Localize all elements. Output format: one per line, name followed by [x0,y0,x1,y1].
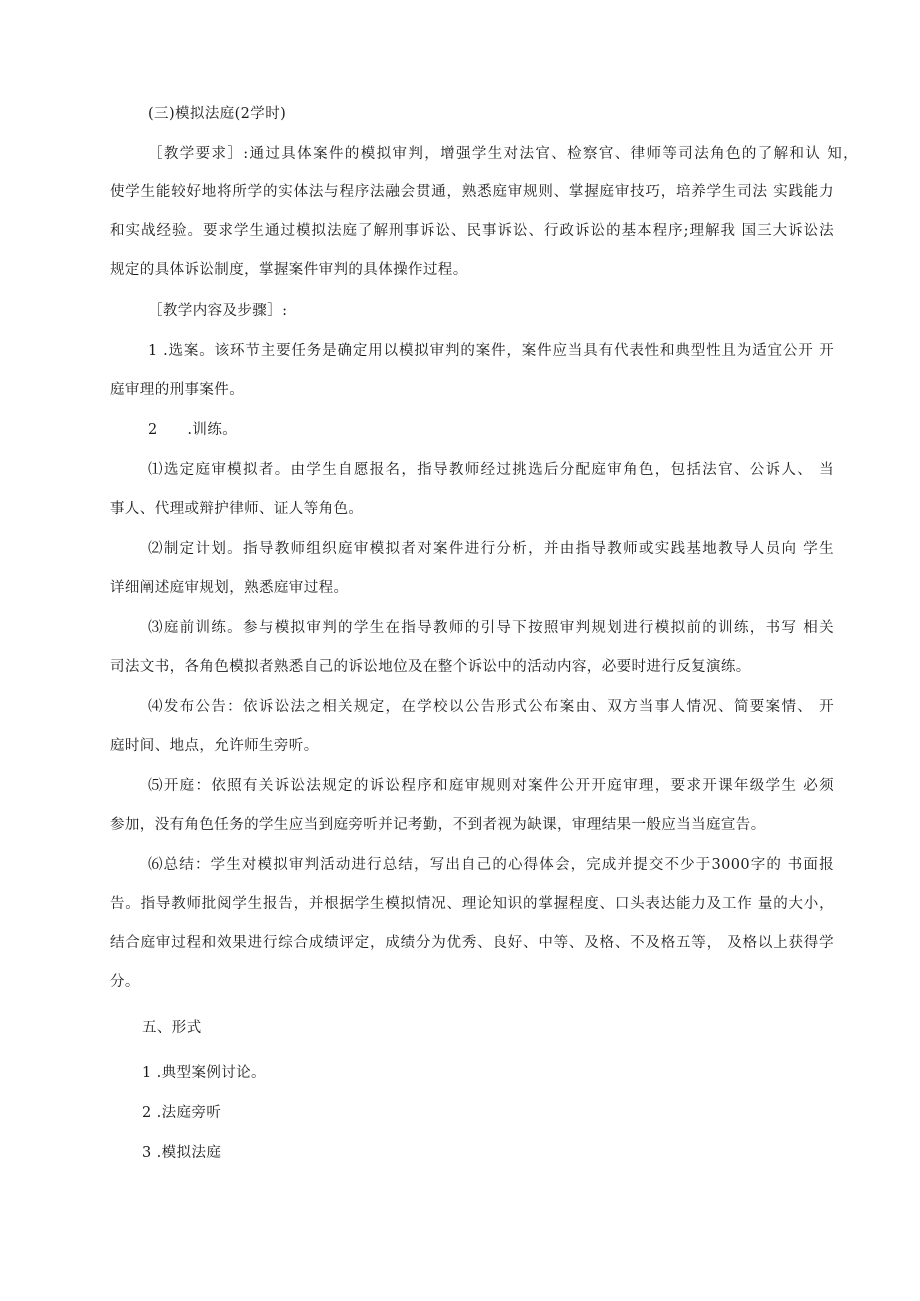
sub-5-line-1: ⑸开庭：依照有关诉讼法规定的诉讼程序和庭审规则对案件公开开庭审理，要求开课年级学生 必须 [148,778,834,794]
sub-1-line-1: ⑴选定庭审模拟者。由学生自愿报名，指导教师经过挑选后分配庭审角色，包括法官、公诉人、 当 [148,462,834,478]
sub-5-line-2: 参加，没有角色任务的学生应当到庭旁听并记考勤，不到者视为缺课，审理结果一般应当当庭宣告。 [110,817,766,833]
requirements-line-4: 规定的具体诉讼制度，掌握案件审判的具体操作过程。 [110,262,468,278]
sub-2-line-2: 详细阐述庭审规划，熟悉庭审过程。 [110,580,349,596]
form-item-1: 1 .典型案例讨论。 [142,1065,266,1081]
form-heading: 五、形式 [142,1020,202,1036]
sub-6-line-3: 结合庭审过程和效果进行综合成绩评定，成绩分为优秀、良好、中等、及格、不及格五等， 及格以上获得学 [110,935,834,951]
sub-6-line-4: 分。 [110,974,140,990]
sub-6-line-1: ⑹总结：学生对模拟审判活动进行总结，写出自己的心得体会，完成并提交不少于3000字的 书面报 [148,857,834,873]
sub-4-line-1: ⑷发布公告：依诉讼法之相关规定，在学校以公告形式公布案由、双方当事人情况、简要案情、 开 [148,699,834,715]
requirements-line-2: 使学生能较好地将所学的实体法与程序法融会贯通，熟悉庭审规则、掌握庭审技巧，培养学生司法 实践能力 [110,184,834,200]
step-1-line-2: 庭审理的刑事案件。 [110,382,245,398]
form-item-3: 3 .模拟法庭 [142,1145,222,1161]
section-heading: (三)模拟法庭(2学时) [148,106,287,122]
step-1-line-1: 1 .选案。该环节主要任务是确定用以模拟审判的案件，案件应当具有代表性和典型性且为适宜公开 开 [148,343,834,359]
sub-3-line-1: ⑶庭前训练。参与模拟审判的学生在指导教师的引导下按照审判规划进行模拟前的训练，书写 相关 [148,620,834,636]
sub-4-line-2: 庭时间、地点，允许师生旁听。 [110,738,319,754]
sub-6-line-2: 告。指导教师批阅学生报告，并根据学生模拟情况、理论知识的掌握程度、口头表达能力及工作 量的大小， [110,896,834,912]
requirements-line-3: 和实战经验。要求学生通过模拟法庭了解刑事诉讼、民事诉讼、行政诉讼的基本程序;理解我 国三大诉讼法 [110,223,834,239]
form-item-2: 2 .法庭旁听 [142,1105,222,1121]
sub-3-line-2: 司法文书，各角色模拟者熟悉自己的诉讼地位及在整个诉讼中的活动内容，必要时进行反复演练。 [110,659,751,675]
content-heading: ［教学内容及步骤］: [148,303,288,319]
requirements-line-1: ［教学要求］:通过具体案件的模拟审判，增强学生对法官、检察官、律师等司法角色的了解和认 知， [148,146,858,162]
sub-2-line-1: ⑵制定计划。指导教师组织庭审模拟者对案件进行分析，并由指导教师或实践基地教导人员向 学生 [148,541,834,557]
step-2-line-1: 2 .训练。 [148,422,238,438]
sub-1-line-2: 事人、代理或辩护律师、证人等角色。 [110,501,364,517]
